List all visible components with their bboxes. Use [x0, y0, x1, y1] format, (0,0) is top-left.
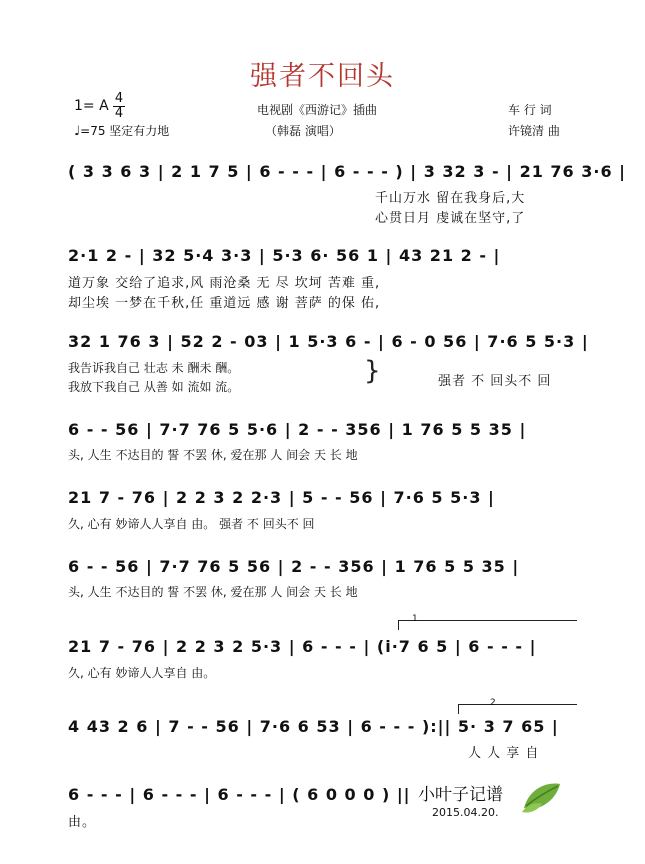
- volta-number-1: 1: [412, 614, 418, 624]
- notation-line-3: 32 1 76 3 | 52 2 - 03 | 1 5·3 6 - | 6 - 0 56 | 7·6 5 5·3 |: [68, 332, 589, 351]
- tempo-text: =75 坚定有力地: [80, 124, 170, 138]
- singer-note: （韩磊 演唱）: [265, 124, 341, 138]
- time-numerator: 4: [114, 91, 124, 106]
- notation-line-9: 6 - - - | 6 - - - | 6 - - - | ( 6 0 0 0 ) ||: [68, 785, 411, 804]
- notation-line-5: 21 7 - 76 | 2 2 3 2 2·3 | 5 - - 56 | 7·6 5 5·3 |: [68, 488, 495, 507]
- lyrics-line-8: 人 人 享 自: [468, 746, 540, 761]
- lyrics-line-3-right: 强者 不 回头不 回: [438, 374, 552, 389]
- transcriber-signature: 小叶子记谱: [418, 785, 503, 805]
- lyrics-brace: }: [364, 356, 381, 386]
- volta-number-2: 2: [490, 698, 496, 708]
- tempo-marking: [74, 122, 169, 139]
- volta-bracket-1: [398, 620, 577, 630]
- source-note: 电视剧《西游记》插曲: [257, 103, 378, 117]
- lyrics-line-5: 久, 心有 妙谛人人享自 由。 强者 不 回头不 回: [68, 517, 315, 531]
- time-signature: [113, 93, 125, 120]
- key-signature: 1= A: [74, 98, 109, 114]
- lyrics-line-9: 由。: [68, 815, 97, 830]
- lyrics-line-7: 久, 心有 妙谛人人享自 由。: [68, 666, 216, 680]
- lyrics-line-2b: 却尘埃 一梦在千秋,任 重道远 感 谢 菩萨 的保 佑,: [68, 296, 381, 311]
- lyricist-credit: 车 行 词: [508, 103, 552, 117]
- notation-line-2: 2·1 2 - | 32 5·4 3·3 | 5·3 6· 56 1 | 43 21 2 - |: [68, 246, 501, 265]
- time-denominator: 4: [114, 106, 124, 121]
- lyrics-line-3a: 我告诉我自己 壮志 未 酬未 酬。: [68, 361, 240, 375]
- volta-bracket-2: [458, 704, 577, 714]
- lyrics-line-4: 头, 人生 不达目的 誓 不罢 休, 爱在那 人 间会 天 长 地: [68, 448, 358, 462]
- composer-credit: 许镜清 曲: [508, 124, 560, 138]
- transcription-date: 2015.04.20.: [432, 806, 499, 819]
- lyrics-line-1a: 千山万水 留在我身后,大: [375, 191, 526, 206]
- notation-line-4: 6 - - 56 | 7·7 76 5 5·6 | 2 - - 356 | 1 76 5 5 35 |: [68, 420, 527, 439]
- notation-line-1: ( 3 3 6 3 | 2 1 7 5 | 6 - - - | 6 - - - ) | 3 32 3 - | 21 76 3·6 |: [68, 162, 627, 181]
- notation-line-8: 4 43 2 6 | 7 - - 56 | 7·6 6 53 | 6 - - - ):|| 5· 3 7 65 |: [68, 717, 559, 736]
- lyrics-line-1b: 心贯日月 虔诚在坚守,了: [375, 211, 526, 226]
- song-title: 强者不回头: [250, 61, 395, 92]
- notation-line-6: 6 - - 56 | 7·7 76 5 56 | 2 - - 356 | 1 76 5 5 35 |: [68, 557, 520, 576]
- lyrics-line-6: 头, 人生 不达目的 誓 不罢 休, 爱在那 人 间会 天 长 地: [68, 585, 358, 599]
- lyrics-line-2a: 道万象 交给了追求,风 雨沧桑 无 尽 坎坷 苦难 重,: [68, 276, 381, 291]
- lyrics-line-3b: 我放下我自己 从善 如 流如 流。: [68, 380, 240, 394]
- leaf-icon: [520, 778, 564, 816]
- quarter-note-icon: ♩: [74, 124, 81, 139]
- notation-line-7: 21 7 - 76 | 2 2 3 2 5·3 | 6 - - - | (i·7 6 5 | 6 - - - |: [68, 637, 537, 656]
